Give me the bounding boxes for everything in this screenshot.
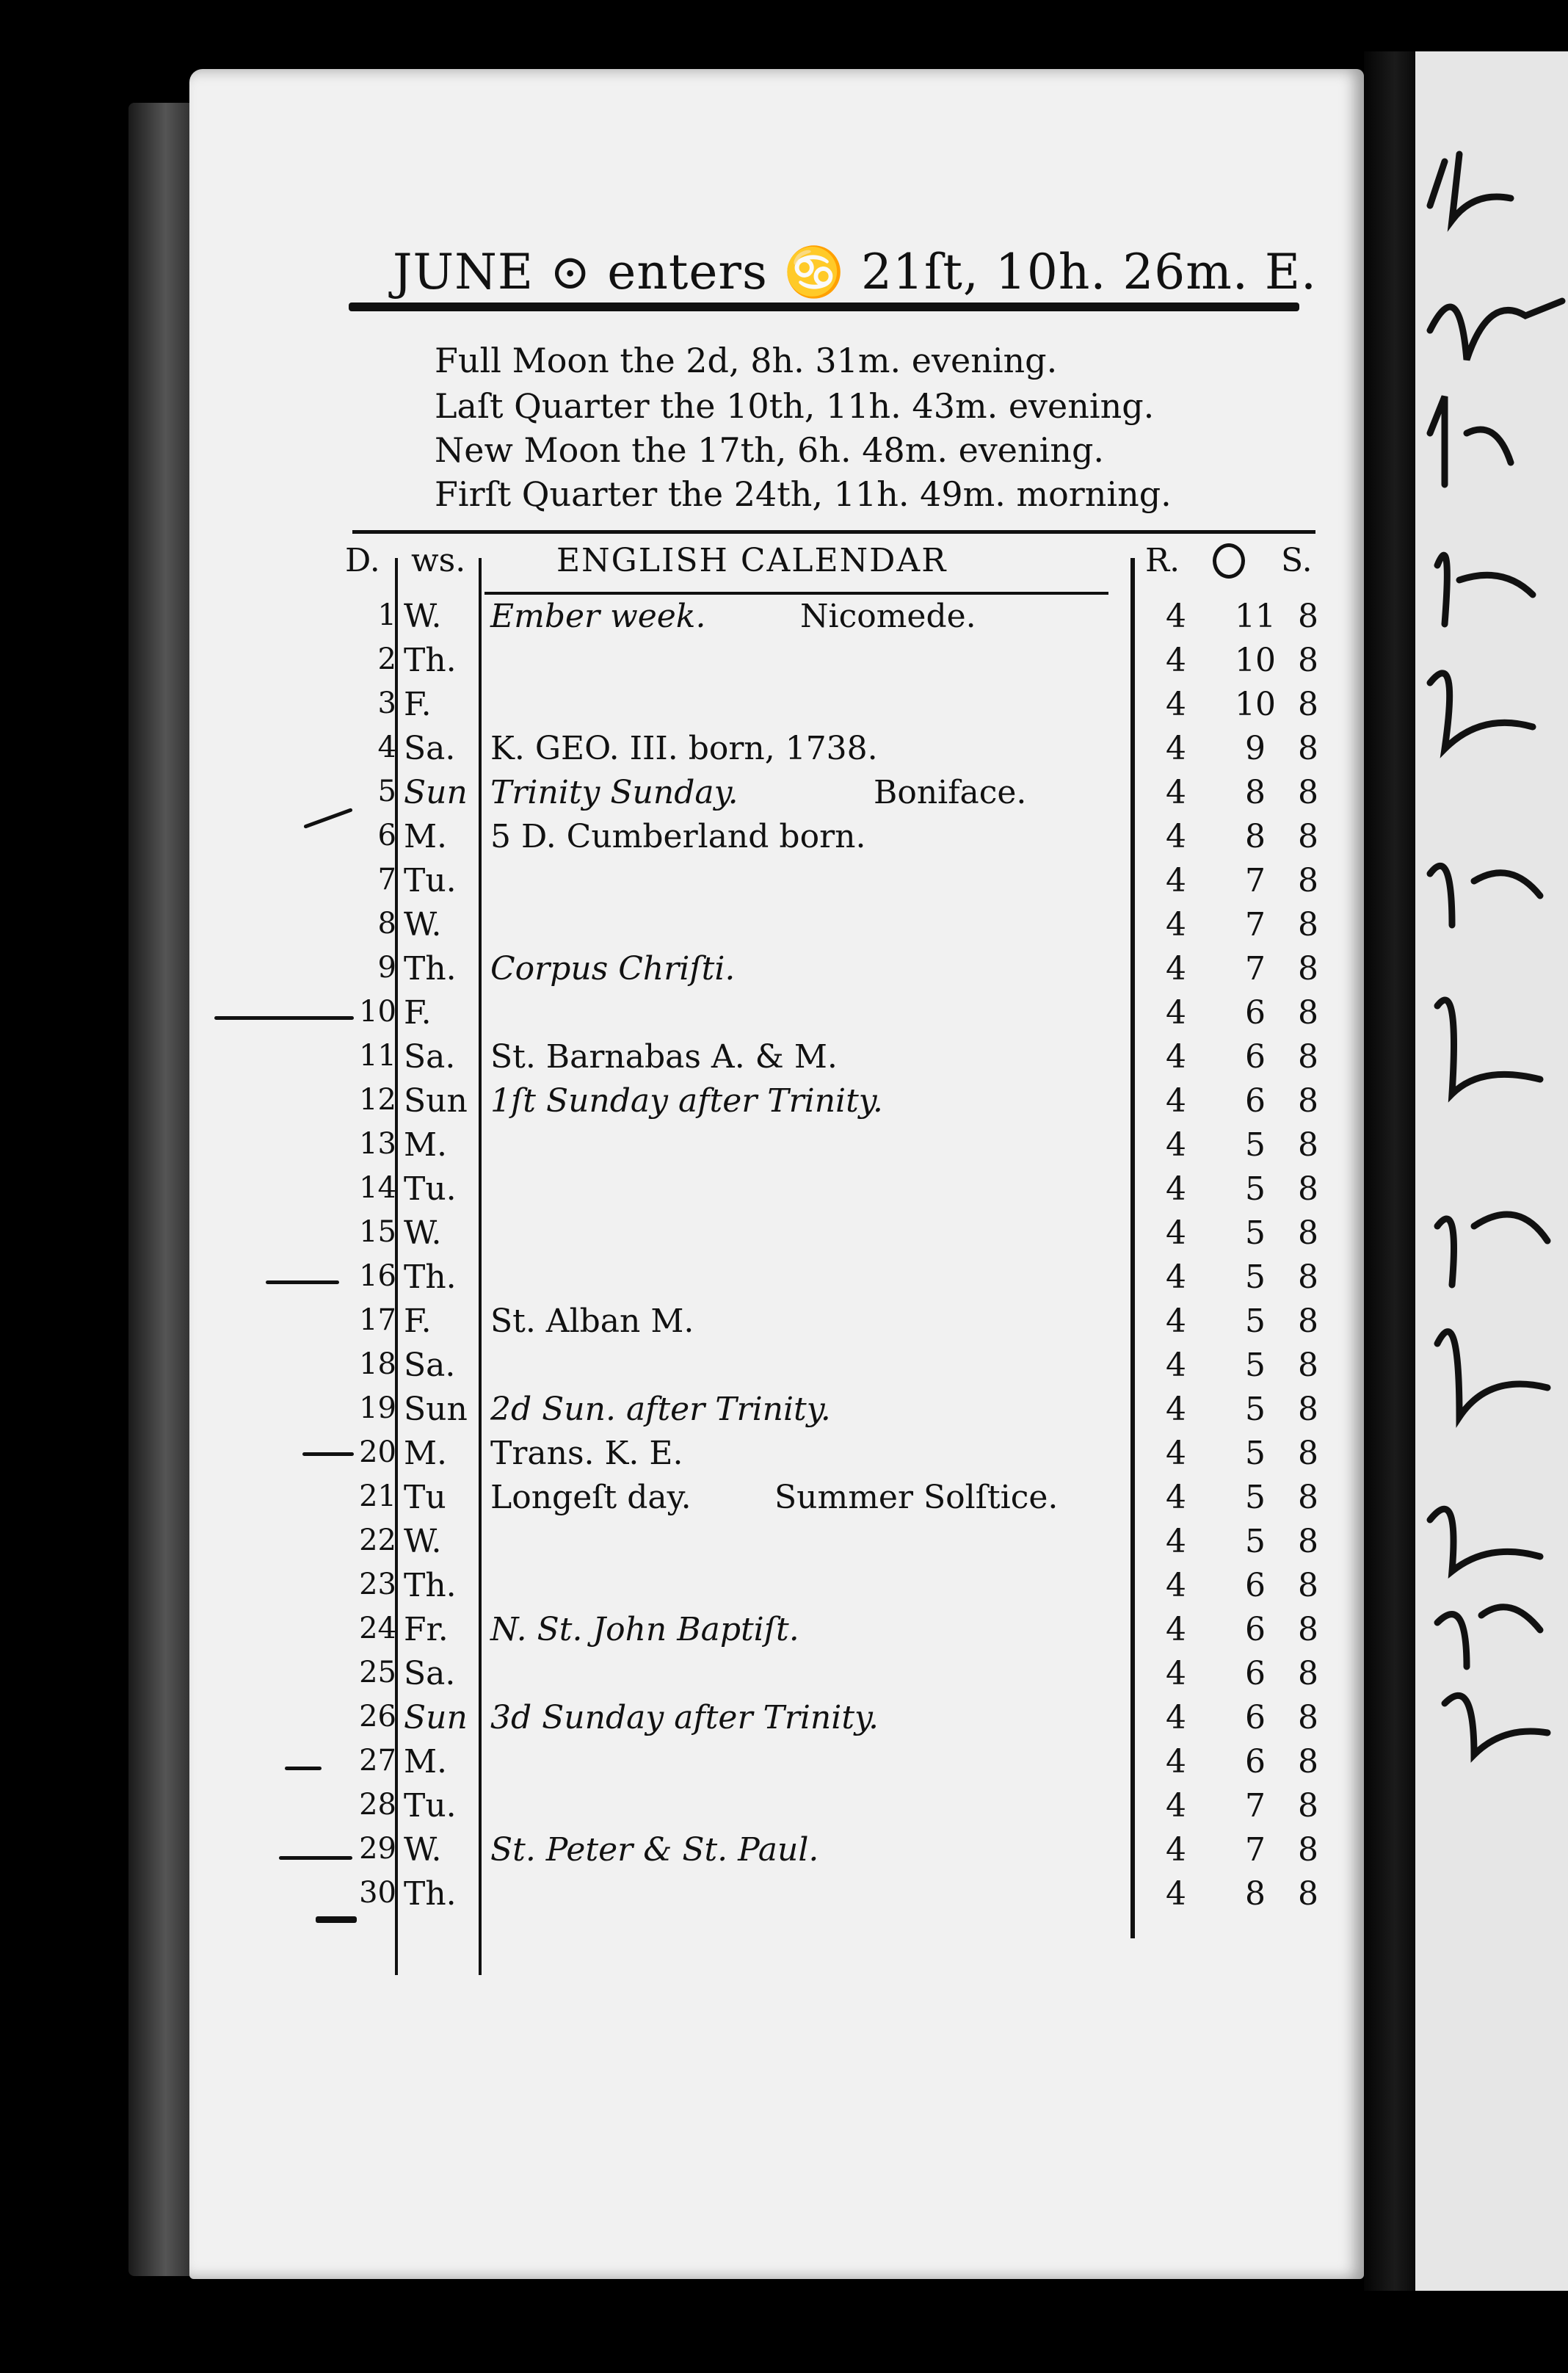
- sun-set-hour: 8: [1298, 686, 1318, 723]
- sun-rise-minutes: 6: [1245, 1655, 1266, 1692]
- calendar-row: [0, 1391, 1568, 1438]
- sun-set-hour: 8: [1298, 598, 1318, 635]
- weekday: M.: [404, 1435, 448, 1472]
- calendar-row: [0, 642, 1568, 689]
- sun-rise-minutes: 10: [1235, 642, 1276, 679]
- weekday: W.: [404, 906, 442, 943]
- sun-rise-hour: 4: [1166, 1699, 1186, 1736]
- sun-symbol-icon: [1213, 543, 1245, 579]
- sun-rise-minutes: 5: [1245, 1126, 1266, 1164]
- day-number: 2: [377, 642, 396, 676]
- calendar-event: St. Barnabas A. & M.: [490, 1038, 838, 1076]
- sun-set-hour: 8: [1298, 1170, 1318, 1208]
- sun-set-hour: 8: [1298, 1038, 1318, 1076]
- weekday: M.: [404, 818, 448, 855]
- column-header-days: D.: [345, 542, 380, 579]
- sun-set-hour: 8: [1298, 1082, 1318, 1120]
- day-number: 10: [359, 995, 396, 1029]
- weekday: M.: [404, 1126, 448, 1164]
- day-number: 20: [359, 1435, 396, 1469]
- sun-rise-hour: 4: [1166, 1126, 1186, 1164]
- calendar-row: [0, 1743, 1568, 1790]
- weekday: Th.: [404, 1258, 457, 1296]
- sun-rise-hour: 4: [1166, 1875, 1186, 1913]
- day-number: 15: [359, 1215, 396, 1249]
- weekday: Tu.: [404, 862, 457, 899]
- sun-set-hour: 8: [1298, 730, 1318, 767]
- day-number: 30: [359, 1876, 396, 1910]
- moon-phase-last-quarter: Laſt Quarter the 10th, 11h. 43m. evening.: [435, 386, 1155, 426]
- calendar-event: St. Alban M.: [490, 1303, 694, 1340]
- day-number: 27: [359, 1744, 396, 1778]
- day-number: 24: [359, 1612, 396, 1645]
- weekday: F.: [404, 1303, 432, 1340]
- calendar-row: [0, 906, 1568, 953]
- sun-rise-hour: 4: [1166, 1787, 1186, 1825]
- calendar-row: [0, 950, 1568, 997]
- column-header-rises: R.: [1145, 542, 1180, 579]
- calendar-event-secondary: Nicomede.: [800, 598, 976, 635]
- sun-rise-minutes: 5: [1245, 1303, 1266, 1340]
- sun-rise-minutes: 6: [1245, 1567, 1266, 1604]
- sun-rise-hour: 4: [1166, 1303, 1186, 1340]
- calendar-row: [0, 1435, 1568, 1482]
- sun-set-hour: 8: [1298, 1523, 1318, 1560]
- day-number: 21: [359, 1479, 396, 1513]
- calendar-event: 1ſt Sunday after Trinity.: [490, 1082, 883, 1120]
- day-number: 19: [359, 1391, 396, 1425]
- sun-set-hour: 8: [1298, 1435, 1318, 1472]
- calendar-row: [0, 1611, 1568, 1658]
- sun-rise-hour: 4: [1166, 1347, 1186, 1384]
- pencil-mark: [302, 1452, 354, 1456]
- sun-set-hour: 8: [1298, 1303, 1318, 1340]
- sun-set-hour: 8: [1298, 1699, 1318, 1736]
- sun-rise-minutes: 5: [1245, 1523, 1266, 1560]
- calendar-row: [0, 1214, 1568, 1261]
- sun-rise-hour: 4: [1166, 686, 1186, 723]
- sun-rise-minutes: 11: [1235, 598, 1276, 635]
- calendar-event: Trans. K. E.: [490, 1435, 683, 1472]
- sun-rise-minutes: 5: [1245, 1170, 1266, 1208]
- day-number: 28: [359, 1788, 396, 1822]
- calendar-row: [0, 1479, 1568, 1526]
- sun-set-hour: 8: [1298, 1347, 1318, 1384]
- sun-rise-hour: 4: [1166, 1391, 1186, 1428]
- sun-rise-hour: 4: [1166, 598, 1186, 635]
- day-number: 1: [377, 598, 396, 632]
- sun-set-hour: 8: [1298, 818, 1318, 855]
- calendar-row: [0, 1126, 1568, 1173]
- calendar-event: 2d Sun. after Trinity.: [490, 1391, 831, 1428]
- sun-rise-minutes: 7: [1245, 950, 1266, 988]
- day-number: 22: [359, 1524, 396, 1557]
- weekday: Th.: [404, 1567, 457, 1604]
- day-number: 7: [377, 863, 396, 896]
- calendar-event: K. GEO. III. born, 1738.: [490, 730, 878, 767]
- sun-rise-hour: 4: [1166, 950, 1186, 988]
- weekday: Tu: [404, 1479, 446, 1516]
- sun-rise-hour: 4: [1166, 862, 1186, 899]
- sun-rise-minutes: 8: [1245, 818, 1266, 855]
- sun-set-hour: 8: [1298, 1567, 1318, 1604]
- calendar-row: [0, 1170, 1568, 1217]
- column-header-sets: S.: [1281, 542, 1313, 579]
- weekday: Sa.: [404, 730, 456, 767]
- weekday: Th.: [404, 1875, 457, 1913]
- calendar-row: [0, 686, 1568, 733]
- sun-set-hour: 8: [1298, 774, 1318, 811]
- sun-rise-minutes: 6: [1245, 1611, 1266, 1648]
- calendar-row: [0, 1523, 1568, 1570]
- weekday: W.: [404, 598, 442, 635]
- day-number: 6: [377, 819, 396, 852]
- sun-rise-hour: 4: [1166, 1258, 1186, 1296]
- weekday: Sa.: [404, 1347, 456, 1384]
- sun-rise-hour: 4: [1166, 730, 1186, 767]
- sun-rise-minutes: 6: [1245, 1699, 1266, 1736]
- sun-rise-hour: 4: [1166, 1214, 1186, 1252]
- sun-set-hour: 8: [1298, 642, 1318, 679]
- calendar-event: Trinity Sunday.: [490, 774, 738, 811]
- weekday: F.: [404, 686, 432, 723]
- calendar-event: Corpus Chriſti.: [490, 950, 736, 988]
- calendar-row: [0, 818, 1568, 865]
- calendar-event-secondary: Boniface.: [874, 774, 1027, 811]
- sun-rise-hour: 4: [1166, 906, 1186, 943]
- sun-set-hour: 8: [1298, 906, 1318, 943]
- sun-set-hour: 8: [1298, 1875, 1318, 1913]
- sun-set-hour: 8: [1298, 994, 1318, 1032]
- sun-rise-minutes: 5: [1245, 1479, 1266, 1516]
- sun-rise-minutes: 6: [1245, 1082, 1266, 1120]
- header-rule: [349, 302, 1299, 311]
- sun-rise-minutes: 5: [1245, 1435, 1266, 1472]
- sun-set-hour: 8: [1298, 1126, 1318, 1164]
- weekday: W.: [404, 1214, 442, 1252]
- weekday: Th.: [404, 950, 457, 988]
- sun-rise-minutes: 9: [1245, 730, 1266, 767]
- calendar-event: N. St. John Baptiſt.: [490, 1611, 799, 1648]
- month-header: JUNE ⊙ enters ♋ 21ſt, 10h. 26m. E.: [393, 244, 1317, 300]
- calendar-event: 3d Sunday after Trinity.: [490, 1699, 879, 1736]
- pencil-mark: [279, 1856, 352, 1860]
- sun-rise-hour: 4: [1166, 1082, 1186, 1120]
- weekday: Sun: [404, 1082, 468, 1120]
- sun-set-hour: 8: [1298, 1787, 1318, 1825]
- day-number: 9: [377, 951, 396, 985]
- day-number: 25: [359, 1656, 396, 1689]
- sun-rise-hour: 4: [1166, 1479, 1186, 1516]
- sun-rise-minutes: 8: [1245, 774, 1266, 811]
- day-number: 26: [359, 1700, 396, 1733]
- calendar-row: [0, 1349, 1568, 1394]
- sun-rise-hour: 4: [1166, 1038, 1186, 1076]
- sun-rise-hour: 4: [1166, 1435, 1186, 1472]
- calendar-row: [0, 1787, 1568, 1834]
- pencil-mark: [316, 1916, 357, 1923]
- calendar-event: Ember week.: [490, 598, 706, 635]
- sun-rise-minutes: 5: [1245, 1258, 1266, 1296]
- sun-rise-hour: 4: [1166, 818, 1186, 855]
- weekday: F.: [404, 994, 432, 1032]
- sun-rise-minutes: 7: [1245, 1831, 1266, 1869]
- sun-set-hour: 8: [1298, 1258, 1318, 1296]
- day-number: 5: [377, 775, 396, 808]
- day-number: 8: [377, 907, 396, 941]
- moon-phase-new: New Moon the 17th, 6h. 48m. evening.: [435, 430, 1105, 470]
- calendar-row: [0, 1567, 1568, 1614]
- calendar-row: [0, 1699, 1568, 1746]
- pencil-mark: [266, 1280, 339, 1284]
- day-number: 29: [359, 1832, 396, 1866]
- weekday: Sa.: [404, 1655, 456, 1692]
- weekday: Fr.: [404, 1611, 449, 1648]
- sun-rise-hour: 4: [1166, 1611, 1186, 1648]
- day-number: 16: [359, 1259, 396, 1293]
- sun-rise-minutes: 7: [1245, 906, 1266, 943]
- pencil-mark: [285, 1767, 322, 1770]
- day-number: 13: [359, 1127, 396, 1161]
- sun-set-hour: 8: [1298, 1831, 1318, 1869]
- weekday: W.: [404, 1831, 442, 1869]
- weekday: Sun: [404, 1391, 468, 1428]
- calendar-row: [0, 1258, 1568, 1305]
- day-number: 11: [359, 1039, 396, 1073]
- calendar-row: [0, 1305, 1568, 1349]
- sun-rise-hour: 4: [1166, 1743, 1186, 1780]
- sun-set-hour: 8: [1298, 1743, 1318, 1780]
- sun-rise-minutes: 5: [1245, 1214, 1266, 1252]
- weekday: Sun: [404, 1699, 468, 1736]
- moon-phase-first-quarter: Firſt Quarter the 24th, 11h. 49m. morning.: [435, 474, 1172, 514]
- column-header-weekdays: ws.: [411, 542, 466, 579]
- sun-rise-hour: 4: [1166, 994, 1186, 1032]
- calendar-row: [0, 862, 1568, 909]
- day-number: 17: [359, 1303, 396, 1337]
- sun-rise-hour: 4: [1166, 1831, 1186, 1869]
- weekday: Th.: [404, 642, 457, 679]
- calendar-event: 5 D. Cumberland born.: [490, 818, 866, 855]
- sun-set-hour: 8: [1298, 950, 1318, 988]
- sun-rise-minutes: 6: [1245, 994, 1266, 1032]
- sun-rise-hour: 4: [1166, 1523, 1186, 1560]
- sun-rise-minutes: 5: [1245, 1391, 1266, 1428]
- sun-set-hour: 8: [1298, 1655, 1318, 1692]
- day-number: 3: [377, 686, 396, 720]
- calendar-row: [0, 598, 1568, 645]
- moon-phase-full: Full Moon the 2d, 8h. 31m. evening.: [435, 341, 1058, 380]
- calendar-row: [0, 774, 1568, 821]
- sun-rise-hour: 4: [1166, 1170, 1186, 1208]
- column-header-calendar: ENGLISH CALENDAR: [556, 542, 948, 579]
- calendar-event-secondary: Summer Solſtice.: [774, 1479, 1059, 1516]
- sun-rise-hour: 4: [1166, 642, 1186, 679]
- sun-set-hour: 8: [1298, 862, 1318, 899]
- calendar-row: [0, 1875, 1568, 1922]
- day-number: 18: [359, 1347, 396, 1381]
- day-number: 14: [359, 1171, 396, 1205]
- sun-set-hour: 8: [1298, 1391, 1318, 1428]
- weekday: Tu.: [404, 1787, 457, 1825]
- sun-rise-hour: 4: [1166, 1567, 1186, 1604]
- sun-set-hour: 8: [1298, 1214, 1318, 1252]
- sun-rise-minutes: 5: [1245, 1347, 1266, 1384]
- sun-set-hour: 8: [1298, 1611, 1318, 1648]
- sun-rise-minutes: 10: [1235, 686, 1276, 723]
- sun-rise-hour: 4: [1166, 774, 1186, 811]
- sun-rise-minutes: 7: [1245, 1787, 1266, 1825]
- pencil-mark: [214, 1016, 354, 1020]
- day-number: 23: [359, 1568, 396, 1601]
- calendar-row: [0, 1038, 1568, 1085]
- sun-rise-minutes: 7: [1245, 862, 1266, 899]
- weekday: Tu.: [404, 1170, 457, 1208]
- calendar-row: [0, 1831, 1568, 1878]
- calendar-event: St. Peter & St. Paul.: [490, 1831, 819, 1869]
- calendar-row: [0, 1655, 1568, 1702]
- weekday: W.: [404, 1523, 442, 1560]
- sun-set-hour: 8: [1298, 1479, 1318, 1516]
- sun-rise-minutes: 6: [1245, 1743, 1266, 1780]
- calendar-event: Longeſt day.: [490, 1479, 692, 1516]
- header-underline: [484, 592, 1108, 595]
- calendar-row: [0, 1082, 1568, 1129]
- weekday: M.: [404, 1743, 448, 1780]
- day-number: 12: [359, 1083, 396, 1117]
- table-top-rule: [352, 530, 1315, 534]
- sun-rise-minutes: 6: [1245, 1038, 1266, 1076]
- sun-rise-minutes: 8: [1245, 1875, 1266, 1913]
- weekday: Sa.: [404, 1038, 456, 1076]
- calendar-row: [0, 730, 1568, 777]
- weekday: Sun: [404, 774, 468, 811]
- sun-rise-hour: 4: [1166, 1655, 1186, 1692]
- day-number: 4: [377, 731, 396, 764]
